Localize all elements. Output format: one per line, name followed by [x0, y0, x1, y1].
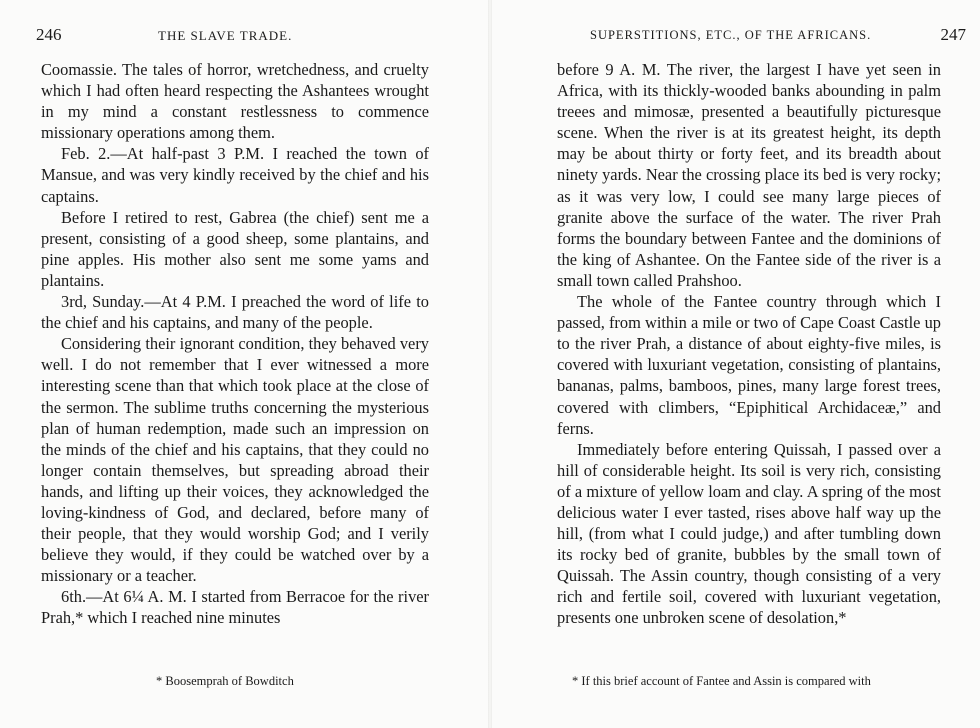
right-paragraph-2: The whole of the Fantee country through which I passed, from within a mile or two of Cape Coast Castle up to the river Prah, a distance of about eighty-five miles, is covered with luxuriant vegetation, consisting of plantains, bananas, palms, bamboos, pines, many large forest trees, covered with climbers, “Epiphitical Archidaceæ,” and ferns. — [557, 292, 941, 438]
left-paragraph-6: 6th.—At 6¼ A. M. I started from Berracoe for the river Prah,* which I reached nine minutes — [41, 587, 429, 628]
left-paragraph-5: Considering their ignorant condition, they behaved very well. I do not remember that I ever witnessed a more interesting scene than that which took place at the close of the sermon. The sublime truths concerning the mysterious plan of human redemption, made such an impression on the minds of the chief and his captains, that they could no longer contain themselves, but spreading abroad their hands, and lifting up their voices, they acknowledged the loving-kindness of God, and declared, before many of their people, that they would worship God; and I verily believe they would, if they could be watched over by a missionary or a teacher. — [41, 334, 429, 586]
right-page-number: 247 — [940, 25, 966, 44]
right-running-title: SUPERSTITIONS, ETC., OF THE AFRICANS. — [590, 28, 872, 42]
left-paragraph-1: Coomassie. The tales of horror, wretchedness, and cruelty which I had often heard respecting the Ashantees wrought in my mind a constant restlessness to commence missionary operations among them. — [41, 60, 429, 143]
left-paragraph-4: 3rd, Sunday.—At 4 P.M. I preached the word of life to the chief and his captains, and many of the people. — [41, 292, 429, 333]
left-page-body — [41, 59, 429, 629]
right-footnote: * If this brief account of Fantee and Assin is compared with — [572, 674, 871, 688]
right-page-body — [557, 59, 941, 629]
left-page-number: 246 — [36, 25, 62, 44]
right-paragraph-3: Immediately before entering Quissah, I passed over a hill of considerable height. Its soil is very rich, consisting of a mixture of yellow loam and clay. A spring of the most delicious water I ever tasted, rises above half way up the hill, (from what I could judge,) and after tumbling down its rocky bed of granite, bubbles by the small town of Quissah. The Assin country, though consisting of a very rich and fertile soil, covered with luxuriant vegetation, presents one unbroken scene of desolation,* — [557, 439, 941, 628]
right-paragraph-1: before 9 A. M. The river, the largest I have yet seen in Africa, with its thickly-wooded banks abounding in palm treees and mimosæ, presented a beautifully picturesque scene. When the river is at its greatest height, its depth may be about thirty or forty feet, and its breadth about ninety yards. Near the crossing place its bed is very rocky; as it was very low, I could see many large pieces of granite above the surface of the water. The river Prah forms the boundary between Fantee and the dominions of the king of Ashantee. On the Fantee side of the river is a small town called Prahshoo. — [557, 60, 941, 290]
left-footnote: * Boosemprah of Bowditch — [156, 674, 294, 688]
left-paragraph-2: Feb. 2.—At half-past 3 P.M. I reached the town of Mansue, and was very kindly received by the chief and his captains. — [41, 144, 429, 206]
left-paragraph-3: Before I retired to rest, Gabrea (the chief) sent me a present, consisting of a good sheep, some plantains, and pine apples. His mother also sent me some yams and plantains. — [41, 207, 429, 290]
left-running-title: THE SLAVE TRADE. — [158, 28, 293, 43]
right-page — [490, 0, 980, 728]
